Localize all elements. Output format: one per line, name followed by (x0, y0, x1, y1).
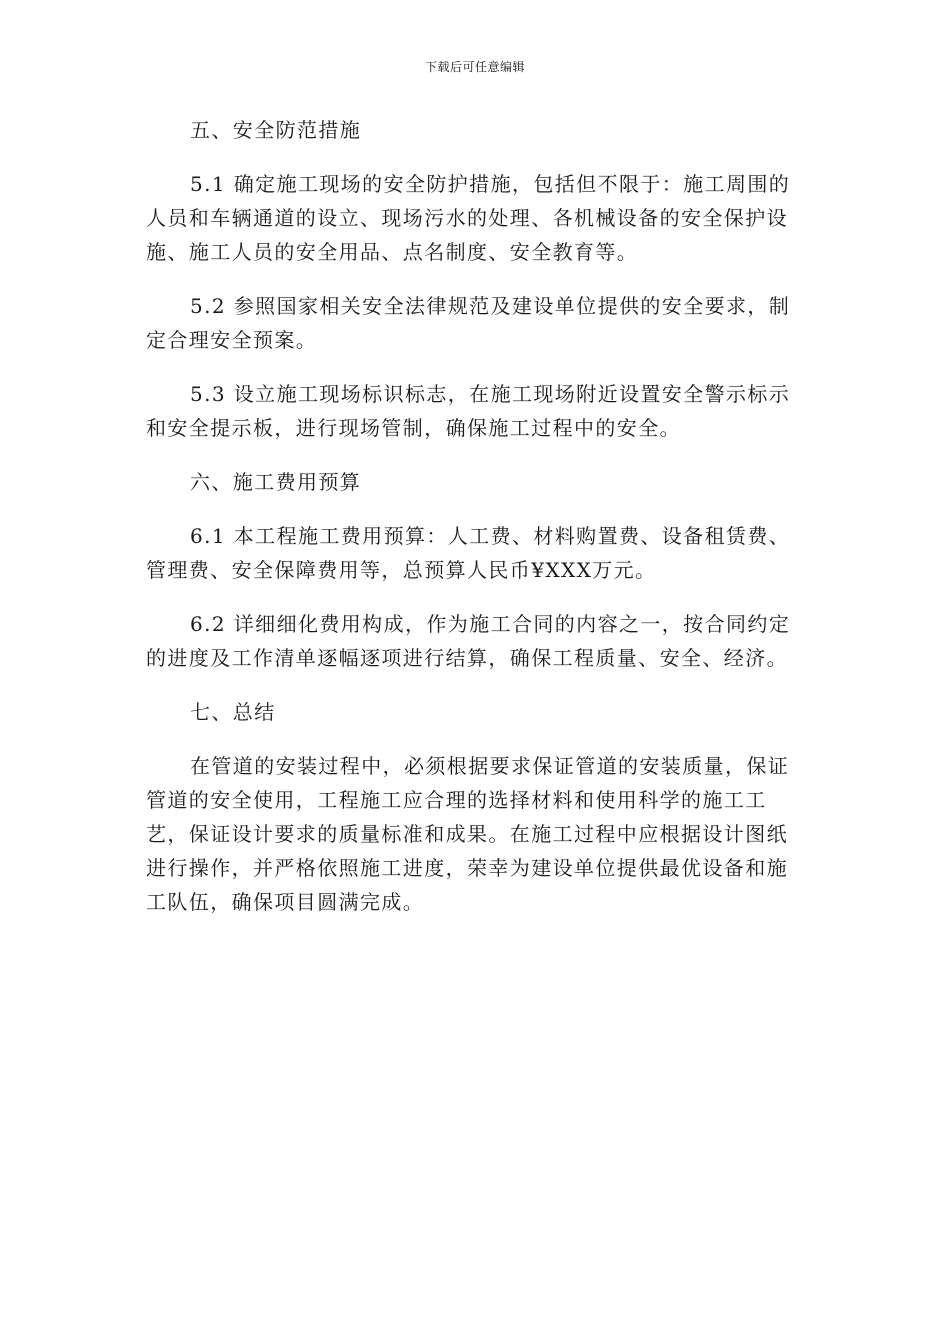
paragraph-6-1: 6.1 本工程施工费用预算：人工费、材料购置费、设备租赁费、管理费、安全保障费用等，总预算人民币¥XXX万元。 (146, 524, 791, 582)
paragraph-6-2: 6.2 详细细化费用构成，作为施工合同的内容之一，按合同约定的进度及工作清单逐幅逐项进行结算，确保工程质量、安全、经济。 (146, 612, 791, 670)
section-heading-summary: 七、总结 (190, 700, 276, 724)
header-note: 下载后可任意编辑 (424, 60, 525, 74)
section-heading-safety: 五、安全防范措施 (190, 118, 362, 142)
paragraph-5-3: 5.3 设立施工现场标识标志，在施工现场附近设置安全警示标示和安全提示板，进行现场管制，确保施工过程中的安全。 (146, 382, 791, 440)
document-body (146, 113, 806, 939)
paragraph-summary: 在管道的安装过程中，必须根据要求保证管道的安装质量，保证管道的安全使用，工程施工应合理的选择材料和使用科学的施工工艺，保证设计要求的质量标准和成果。在施工过程中应根据设计图纸进行操作，并严格依照施工进度，荣幸为建设单位提供最优设备和施工队伍，确保项目圆满完成。 (146, 754, 790, 914)
paragraph-5-2: 5.2 参照国家相关安全法律规范及建设单位提供的安全要求，制定合理安全预案。 (146, 294, 791, 352)
paragraph-5-1: 5.1 确定施工现场的安全防护措施，包括但不限于：施工周围的人员和车辆通道的设立、现场污水的处理、各机械设备的安全保护设施、施工人员的安全用品、点名制度、安全教育等。 (146, 172, 791, 264)
section-heading-budget: 六、施工费用预算 (190, 470, 362, 494)
